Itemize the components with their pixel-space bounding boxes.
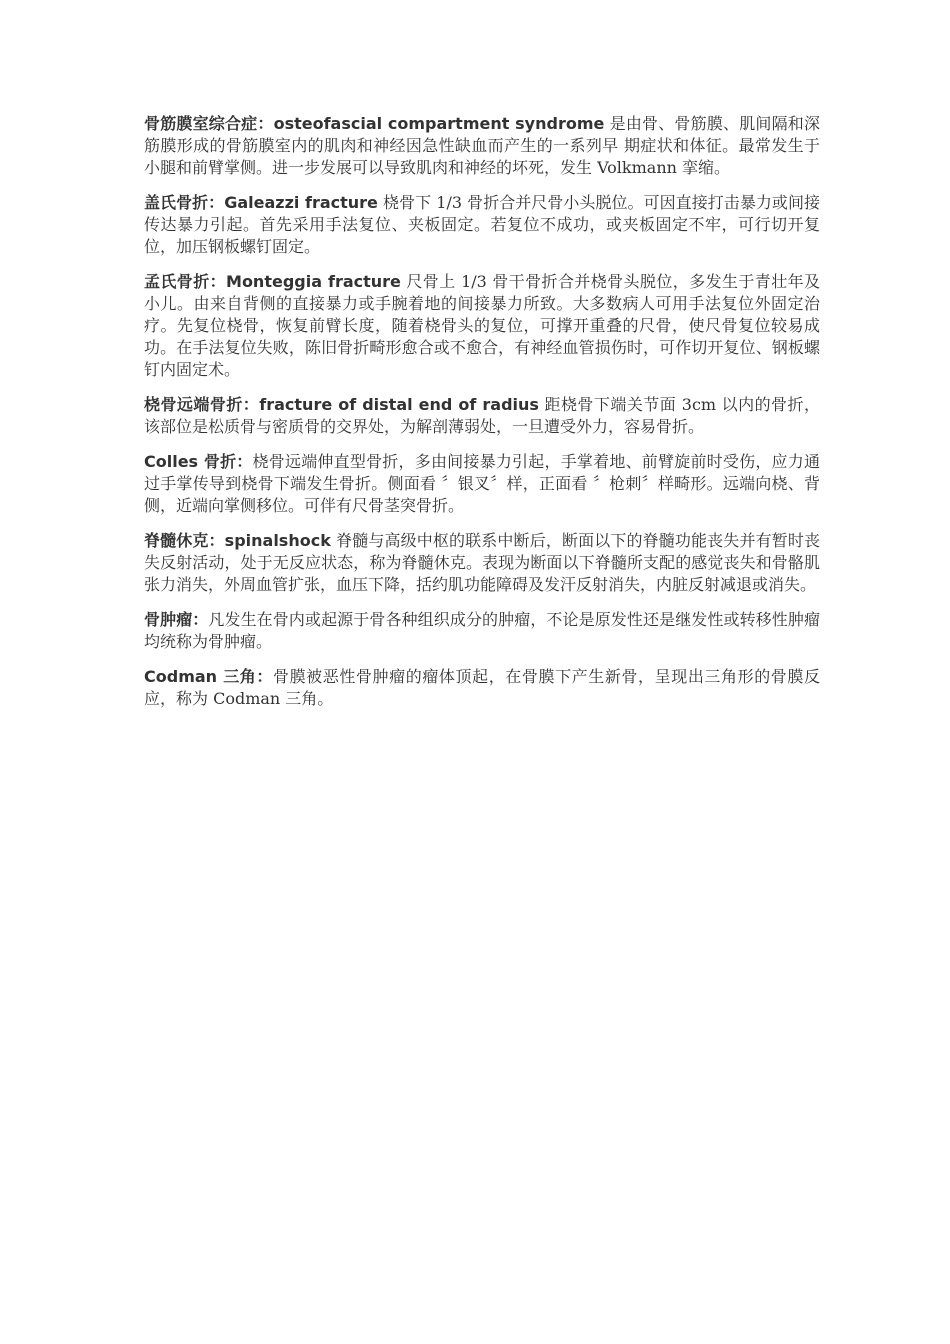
entry-definition: 桡骨下 1/3 骨折合并尺骨小头脱位。可因直接打击暴力或间接传达暴力引起。首先采用手法复位、夹板固定。若复位不成功，或夹板固定不牢，可行切开复位，加压钢板螺钉固定。 xyxy=(144,193,820,256)
entry-definition: 是由骨、骨筋膜、肌间隔和深筋膜形成的骨筋膜室内的肌肉和神经因急性缺血而产生的一系列早 期症状和体征。最常发生于小腿和前臂掌侧。进一步发展可以导致肌肉和神经的坏死，发生 Volkmann 挛缩。 xyxy=(144,114,820,177)
entry-term: 盖氏骨折：Galeazzi fracture xyxy=(144,193,378,212)
entry-definition: 骨膜被恶性骨肿瘤的瘤体顶起，在骨膜下产生新骨，呈现出三角形的骨膜反应，称为 Codman 三角。 xyxy=(144,667,820,708)
entry-definition: 尺骨上 1/3 骨干骨折合并桡骨头脱位，多发生于青壮年及小儿。由来自背侧的直接暴力或手腕着地的间接暴力所致。大多数病人可用手法复位外固定治疗。先复位桡骨，恢复前臂长度，随着桡骨头的复位，可撑开重叠的尺骨，使尺骨复位较易成功。在手法复位失败，陈旧骨折畸形愈合或不愈合，有神经血管损伤时，可作切开复位、钢板螺钉内固定术。 xyxy=(144,272,820,379)
entry-term: 骨肿瘤： xyxy=(144,610,209,629)
glossary-entry-codman-triangle xyxy=(144,666,820,710)
entry-term: 骨筋膜室综合症：osteofascial compartment syndrome xyxy=(144,114,605,133)
entry-term: Codman 三角： xyxy=(144,667,273,686)
glossary-entry-monteggia-fracture xyxy=(144,271,820,381)
entry-term: Colles 骨折： xyxy=(144,452,253,471)
entry-definition: 距桡骨下端关节面 3cm 以内的骨折，该部位是松质骨与密质骨的交界处，为解剖薄弱处，一旦遭受外力，容易骨折。 xyxy=(144,395,820,436)
entry-definition: 脊髓与高级中枢的联系中断后，断面以下的脊髓功能丧失并有暂时丧失反射活动，处于无反应状态，称为脊髓休克。表现为断面以下脊髓所支配的感觉丧失和骨骼肌张力消失，外周血管扩张，血压下降，括约肌功能障碍及发汗反射消失，内脏反射减退或消失。 xyxy=(144,531,820,594)
entry-term: 桡骨远端骨折：fracture of distal end of radius xyxy=(144,395,539,414)
glossary-entry-osteofascial-compartment-syndrome xyxy=(144,113,820,179)
glossary-entry-spinal-shock xyxy=(144,530,820,596)
document-page xyxy=(144,113,820,723)
glossary-entry-bone-tumor xyxy=(144,609,820,653)
entry-term: 孟氏骨折：Monteggia fracture xyxy=(144,272,401,291)
entry-definition: 桡骨远端伸直型骨折，多由间接暴力引起，手掌着地、前臂旋前时受伤，应力通过手掌传导到桡骨下端发生骨折。侧面看 〞银叉〞样，正面看 〞枪刺〞样畸形。远端向桡、背侧，近端向掌侧移位。可伴有尺骨茎突骨折。 xyxy=(144,452,820,515)
entry-definition: 凡发生在骨内或起源于骨各种组织成分的肿瘤，不论是原发性还是继发性或转移性肿瘤均统称为骨肿瘤。 xyxy=(144,610,820,651)
glossary-entry-distal-radius-fracture xyxy=(144,394,820,438)
entry-term: 脊髓休克：spinalshock xyxy=(144,531,331,550)
glossary-entry-galeazzi-fracture xyxy=(144,192,820,258)
glossary-entry-colles-fracture xyxy=(144,451,820,517)
